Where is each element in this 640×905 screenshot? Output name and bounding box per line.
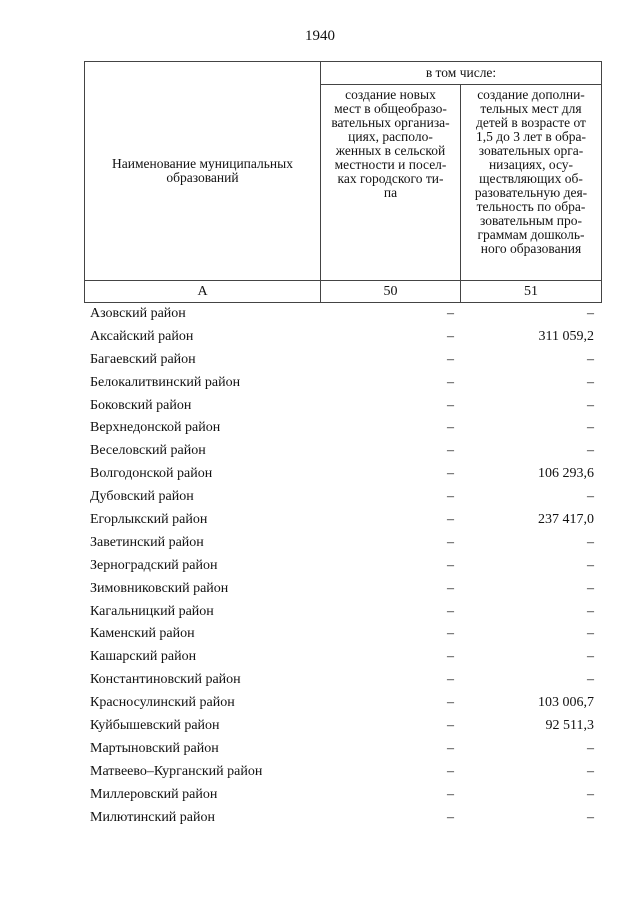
- municipality-name: Кагальницкий район: [90, 603, 214, 619]
- page-number: 1940: [305, 28, 335, 44]
- table-row: [0, 738, 640, 761]
- value-col-51: –: [587, 397, 594, 413]
- value-col-50: –: [447, 786, 454, 802]
- value-col-50: –: [447, 763, 454, 779]
- column-51-title-line: детей в возрасте от: [476, 115, 586, 130]
- municipality-name: Боковский район: [90, 397, 192, 413]
- column-51-title-line: низациях, осу-: [488, 157, 574, 172]
- municipality-name: Мартыновский район: [90, 740, 219, 756]
- value-col-50: –: [447, 534, 454, 550]
- table-row: [0, 715, 640, 738]
- value-col-50: –: [447, 306, 454, 321]
- value-col-50: –: [447, 512, 454, 528]
- municipality-name: Азовский район: [90, 306, 186, 321]
- municipality-name: Каменский район: [90, 626, 195, 642]
- table-row: [0, 349, 640, 372]
- value-col-51: –: [587, 809, 594, 825]
- municipality-name: Верхнедонской район: [90, 420, 221, 436]
- value-col-51: –: [587, 786, 594, 802]
- table-row: [0, 578, 640, 601]
- column-50-title-line: ках городского ти-: [337, 171, 444, 186]
- municipality-name: Веселовский район: [90, 443, 206, 459]
- column-51-header: [461, 85, 602, 281]
- value-col-51: 237 417,0: [538, 512, 594, 528]
- table-row: [0, 440, 640, 463]
- value-col-50: –: [447, 809, 454, 825]
- table-body: [0, 303, 640, 829]
- value-col-51: 103 006,7: [538, 695, 594, 711]
- value-col-51: –: [587, 626, 594, 642]
- municipality-name: Багаевский район: [90, 351, 196, 367]
- municipality-name: Миллеровский район: [90, 786, 218, 802]
- value-col-51: –: [587, 489, 594, 505]
- value-col-50: –: [447, 443, 454, 459]
- municipality-name: Зерноградский район: [90, 557, 218, 573]
- column-51-title-line: зовательных орга-: [478, 143, 584, 158]
- municipality-name: Белокалитвинский район: [90, 374, 241, 390]
- table-row: [0, 761, 640, 784]
- table-row: [0, 509, 640, 532]
- value-col-50: –: [447, 580, 454, 596]
- table-row: [0, 303, 640, 326]
- value-col-51: –: [587, 649, 594, 665]
- column-51-title-line: тельных мест для: [480, 101, 582, 116]
- municipality-name: Константиновский район: [90, 672, 241, 688]
- column-51-title-line: ного образования: [480, 241, 582, 256]
- value-col-51: –: [587, 534, 594, 550]
- table-row: [0, 646, 640, 669]
- municipality-name: Дубовский район: [90, 489, 194, 505]
- municipality-name: Волгодонской район: [90, 466, 213, 482]
- column-number-51: 51: [461, 281, 602, 303]
- municipality-name: Куйбышевский район: [90, 718, 220, 734]
- value-col-51: –: [587, 374, 594, 390]
- value-col-50: –: [447, 328, 454, 344]
- column-letter-a: А: [85, 281, 321, 303]
- column-51-title-line: тельность по обра-: [476, 199, 586, 214]
- value-col-51: –: [587, 557, 594, 573]
- municipality-name: Милютинский район: [90, 809, 216, 825]
- value-col-50: –: [447, 740, 454, 756]
- table-row: [0, 532, 640, 555]
- value-col-51: 311 059,2: [538, 328, 594, 344]
- column-50-title-line: местности и посел-: [334, 157, 447, 172]
- value-col-50: –: [447, 466, 454, 482]
- table-row: [0, 395, 640, 418]
- column-51-title-line: ществляющих об-: [479, 171, 583, 186]
- value-col-50: –: [447, 603, 454, 619]
- value-col-50: –: [447, 626, 454, 642]
- table-row: [0, 555, 640, 578]
- value-col-51: –: [587, 306, 594, 321]
- column-50-title-line: циях, располо-: [348, 129, 433, 144]
- table-row: [0, 692, 640, 715]
- column-51-title-line: зовательным про-: [479, 213, 583, 228]
- value-col-51: –: [587, 740, 594, 756]
- column-51-title-line: 1,5 до 3 лет в обра-: [476, 129, 586, 144]
- value-col-50: –: [447, 420, 454, 436]
- municipality-name: Заветинский район: [90, 534, 204, 550]
- value-col-50: –: [447, 718, 454, 734]
- municipality-name: Матвеево–Курганский район: [90, 763, 263, 779]
- column-51-title-line: разовательную дея-: [474, 185, 588, 200]
- table-row: [0, 326, 640, 349]
- column-50-header: [321, 85, 461, 281]
- value-col-50: –: [447, 672, 454, 688]
- column-50-title-line: мест в общеобразо-: [334, 101, 447, 116]
- column-50-title-line: женных в сельской: [335, 143, 446, 158]
- value-col-51: –: [587, 351, 594, 367]
- table-row: [0, 372, 640, 395]
- value-col-51: 92 511,3: [545, 718, 594, 734]
- municipality-name: Красносулинский район: [90, 695, 235, 711]
- name-column-header: Наименование муниципальных образований: [85, 62, 321, 281]
- value-col-51: –: [587, 443, 594, 459]
- value-col-51: –: [587, 672, 594, 688]
- value-col-51: –: [587, 603, 594, 619]
- column-50-title-line: создание новых: [345, 87, 436, 102]
- table-row: [0, 623, 640, 646]
- value-col-51: –: [587, 420, 594, 436]
- group-header: в том числе:: [321, 62, 602, 85]
- table-row: [0, 486, 640, 509]
- value-col-50: –: [447, 557, 454, 573]
- table-row: [0, 807, 640, 830]
- municipality-name: Аксайский район: [90, 328, 194, 344]
- table-row: [0, 601, 640, 624]
- table-row: [0, 417, 640, 440]
- value-col-51: 106 293,6: [538, 466, 594, 482]
- column-50-title-line: па: [383, 185, 398, 200]
- value-col-50: –: [447, 351, 454, 367]
- value-col-50: –: [447, 374, 454, 390]
- value-col-51: –: [587, 763, 594, 779]
- municipality-name: Егорлыкский район: [90, 512, 208, 528]
- column-number-50: 50: [321, 281, 461, 303]
- column-51-title-line: создание дополни-: [477, 87, 585, 102]
- municipality-name: Зимовниковский район: [90, 580, 229, 596]
- table-row: [0, 463, 640, 486]
- value-col-50: –: [447, 397, 454, 413]
- value-col-50: –: [447, 649, 454, 665]
- table-row: [0, 669, 640, 692]
- column-51-title-line: граммам дошколь-: [477, 227, 585, 242]
- value-col-50: –: [447, 695, 454, 711]
- table-row: [0, 784, 640, 807]
- value-col-50: –: [447, 489, 454, 505]
- column-50-title-line: вательных организа-: [331, 115, 450, 130]
- value-col-51: –: [587, 580, 594, 596]
- table-header: [84, 61, 602, 303]
- municipality-name: Кашарский район: [90, 649, 197, 665]
